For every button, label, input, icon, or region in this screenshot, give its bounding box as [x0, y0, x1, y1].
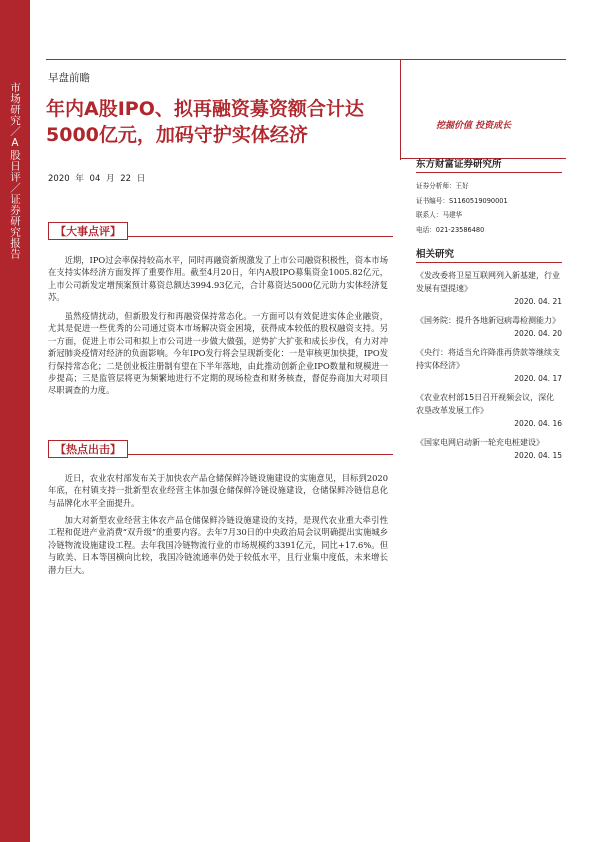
institute-block — [416, 156, 562, 237]
related-item-date: 2020. 04. 20 — [514, 329, 562, 338]
related-item-title: 《央行：将适当允许降准再贷款等继续支持实体经济》 — [416, 348, 560, 370]
report-tag: 早盘前瞻 — [48, 72, 90, 84]
related-item-date: 2020. 04. 16 — [514, 419, 562, 428]
section1-paragraph-2: 虽然疫情扰动，但新股发行和再融资保持常态化。一方面可以有效促进实体企业融资，尤其是促进一些优秀的公司通过资本市场解决资金困境，获得成本较低的股权融资支持。另一方面，促进上市公司和拟上市公司进一步做大做强，逆势扩大扩张和成长步伐，有力对冲新冠肺炎疫情对经济的负面影响。今年IPO发行将会呈现新变化：一是审核更加快捷，IPO发行保持常态化；二是创业板注册制有望在下半年落地，由此推动创新企业IPO数量和规模进一步提高；三是监管层将更为频繁地进行不定期的现场检查和财务核查，督促券商加大对项目尽职调查的力度。 — [48, 311, 388, 396]
sidebar — [0, 0, 30, 842]
related-heading: 相关研究 — [416, 246, 562, 263]
analyst-line: 证券分析师：王好 — [416, 182, 469, 190]
related-item-title: 《农业农村部15日召开视频会议，深化农垦改革发展工作》 — [416, 393, 555, 415]
section-heading-news: 【大事点评】 — [48, 222, 128, 240]
related-item[interactable] — [416, 314, 562, 340]
related-item[interactable] — [416, 346, 562, 385]
section-heading-hotspot: 【热点出击】 — [48, 440, 128, 458]
cert-line: 证书编号：S1160519090001 — [416, 196, 508, 205]
related-item-date: 2020. 04. 17 — [514, 374, 562, 383]
report-date: 2020 年 04 月 22 日 — [48, 174, 146, 184]
sidebar-text: 市场研究／A股日评／证券研究报告 — [9, 82, 21, 260]
title-line-2: 5000亿元，加码守护实体经济 — [46, 124, 308, 146]
related-item-date: 2020. 04. 21 — [514, 297, 562, 306]
section1-paragraph-1: 近期，IPO过会率保持较高水平，同时再融资新规激发了上市公司融资积极性，资本市场在支持实体经济方面发挥了重要作用。截至4月20日，年内A股IPO募集资金1005.82亿元，上市公司新发定增预案预计募资总额达3994.93亿元，合计募资达5000亿元助力实体经济复苏。 — [48, 255, 388, 303]
institute-name: 东方财富证券研究所 — [416, 156, 562, 173]
page-title — [46, 96, 396, 148]
related-item-title: 《发改委将卫星互联网列入新基建，行业发展有望提速》 — [416, 271, 560, 293]
contact-line: 联系人：马建华 — [416, 211, 463, 219]
phone-line: 电话：021-23586480 — [416, 225, 485, 234]
related-item-date: 2020. 04. 15 — [514, 451, 562, 460]
slogan: 挖掘价值 投资成长 — [436, 121, 512, 131]
top-rule — [46, 59, 566, 60]
related-item[interactable] — [416, 269, 562, 308]
section2-paragraph-2: 加大对新型农业经营主体农产品仓储保鲜冷链设施建设的支持，是现代农业重大牵引性工程和促进产业消费“双升级”的重要内容。去年7月30日的中央政治局会议明确提出实施城乡冷链物流设施建设工程。去年我国冷链物流行业的市场规模约3391亿元，同比+17.6%。但与欧美、日本等国横向比较，我国冷链流通率仍处于较低水平，且行业集中度低，未来增长潜力巨大。 — [48, 515, 388, 575]
related-item-title: 《国家电网启动新一轮充电桩建设》 — [416, 438, 544, 447]
section2-paragraph-1: 近日，农业农村部发布关于加快农产品仓储保鲜冷链设施建设的实施意见，目标到2020年底，在村镇支持一批新型农业经营主体加强仓储保鲜冷链设施建设，仓储保鲜冷链信息化与品牌化水平全面提升。 — [48, 473, 388, 508]
related-item[interactable] — [416, 391, 562, 430]
related-item[interactable] — [416, 436, 562, 462]
related-item-title: 《国务院：提升各地新冠病毒检测能力》 — [416, 316, 560, 325]
related-block — [416, 246, 562, 462]
header-divider — [400, 60, 401, 160]
title-line-1: 年内A股IPO、拟再融资募资额合计达 — [46, 98, 364, 120]
